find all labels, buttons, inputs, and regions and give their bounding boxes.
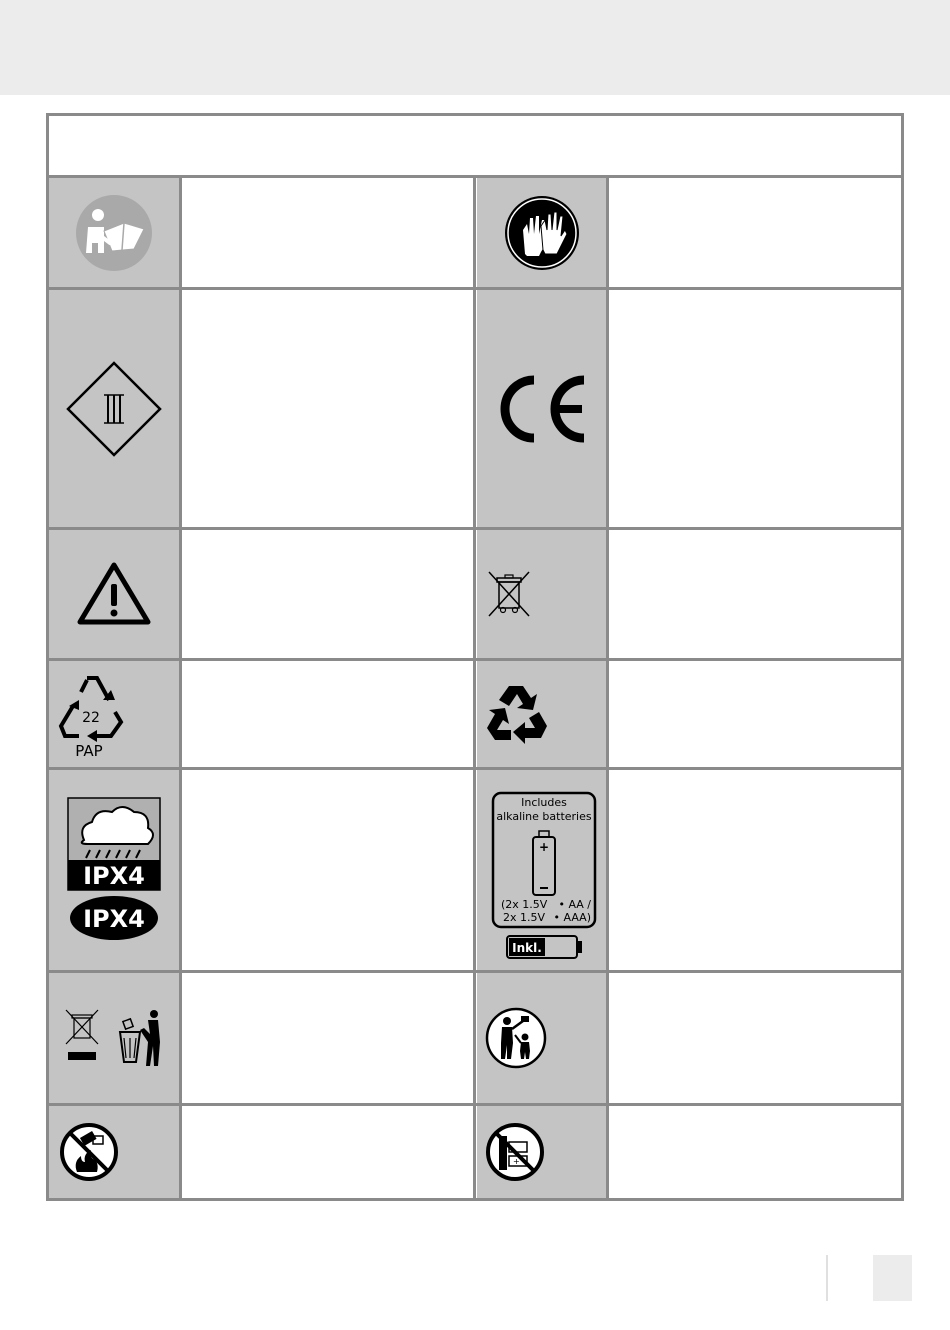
icon-cell [49,178,179,287]
warning-triangle-icon [77,562,151,626]
read-instructions-icon [74,193,154,273]
table-divider [606,178,609,1198]
battery-label-line1: Includes [521,796,567,809]
icon-cell [49,770,179,970]
table-divider [179,178,182,1198]
recycling-code-icon [57,670,127,758]
battery-spec-left-2: 2x 1.5V [503,911,546,924]
ipx4-label-top: IPX4 [83,862,145,890]
battery-spec-left-1: (2x 1.5V [501,898,548,911]
keep-away-from-children-icon [485,1007,547,1069]
battery-label-line2: alkaline batteries [496,810,592,823]
wear-gloves-icon [503,194,581,272]
icon-cell [477,973,607,1103]
battery-inkl-label: Inkl. [512,941,542,955]
icon-cell [49,530,179,658]
ce-mark-icon [494,374,590,444]
included-batteries-icon [487,779,597,961]
icon-cell [477,290,607,527]
icon-cell [477,661,607,767]
icon-cell [477,1106,607,1198]
icon-cell [49,1106,179,1198]
recycling-material-label: PAP [75,742,103,758]
recycling-code-number: 22 [82,710,100,726]
icon-cell [49,973,179,1103]
page-number-box [873,1255,912,1301]
icon-cell [477,178,607,287]
recycle-arrows-icon [485,682,551,746]
icon-cell [49,661,179,767]
icon-cell [49,290,179,527]
icon-cell [477,770,607,970]
ipx4-label-bottom: IPX4 [83,905,145,933]
icon-cell [477,530,607,658]
weee-crossed-bin-icon [485,568,533,620]
battery-spec-right-2: • AAA) [553,911,591,924]
minus-sign-icon: + [513,1157,520,1166]
weee-bin-bar-icon [66,1010,98,1060]
battery-spec-right-1: • AA / [558,898,591,911]
battery-plus-icon: + [538,840,550,854]
protection-class-iii-icon [64,359,164,459]
no-battery-charging-icon [485,1122,545,1182]
ipx4-rating-icon [66,796,162,944]
table-divider [473,178,476,1198]
disposal-icons [64,1008,164,1068]
no-batteries-in-fire-icon [59,1122,119,1182]
page-header-band [0,0,950,95]
footer-divider [826,1255,828,1301]
litter-bin-person-icon [120,1010,160,1066]
